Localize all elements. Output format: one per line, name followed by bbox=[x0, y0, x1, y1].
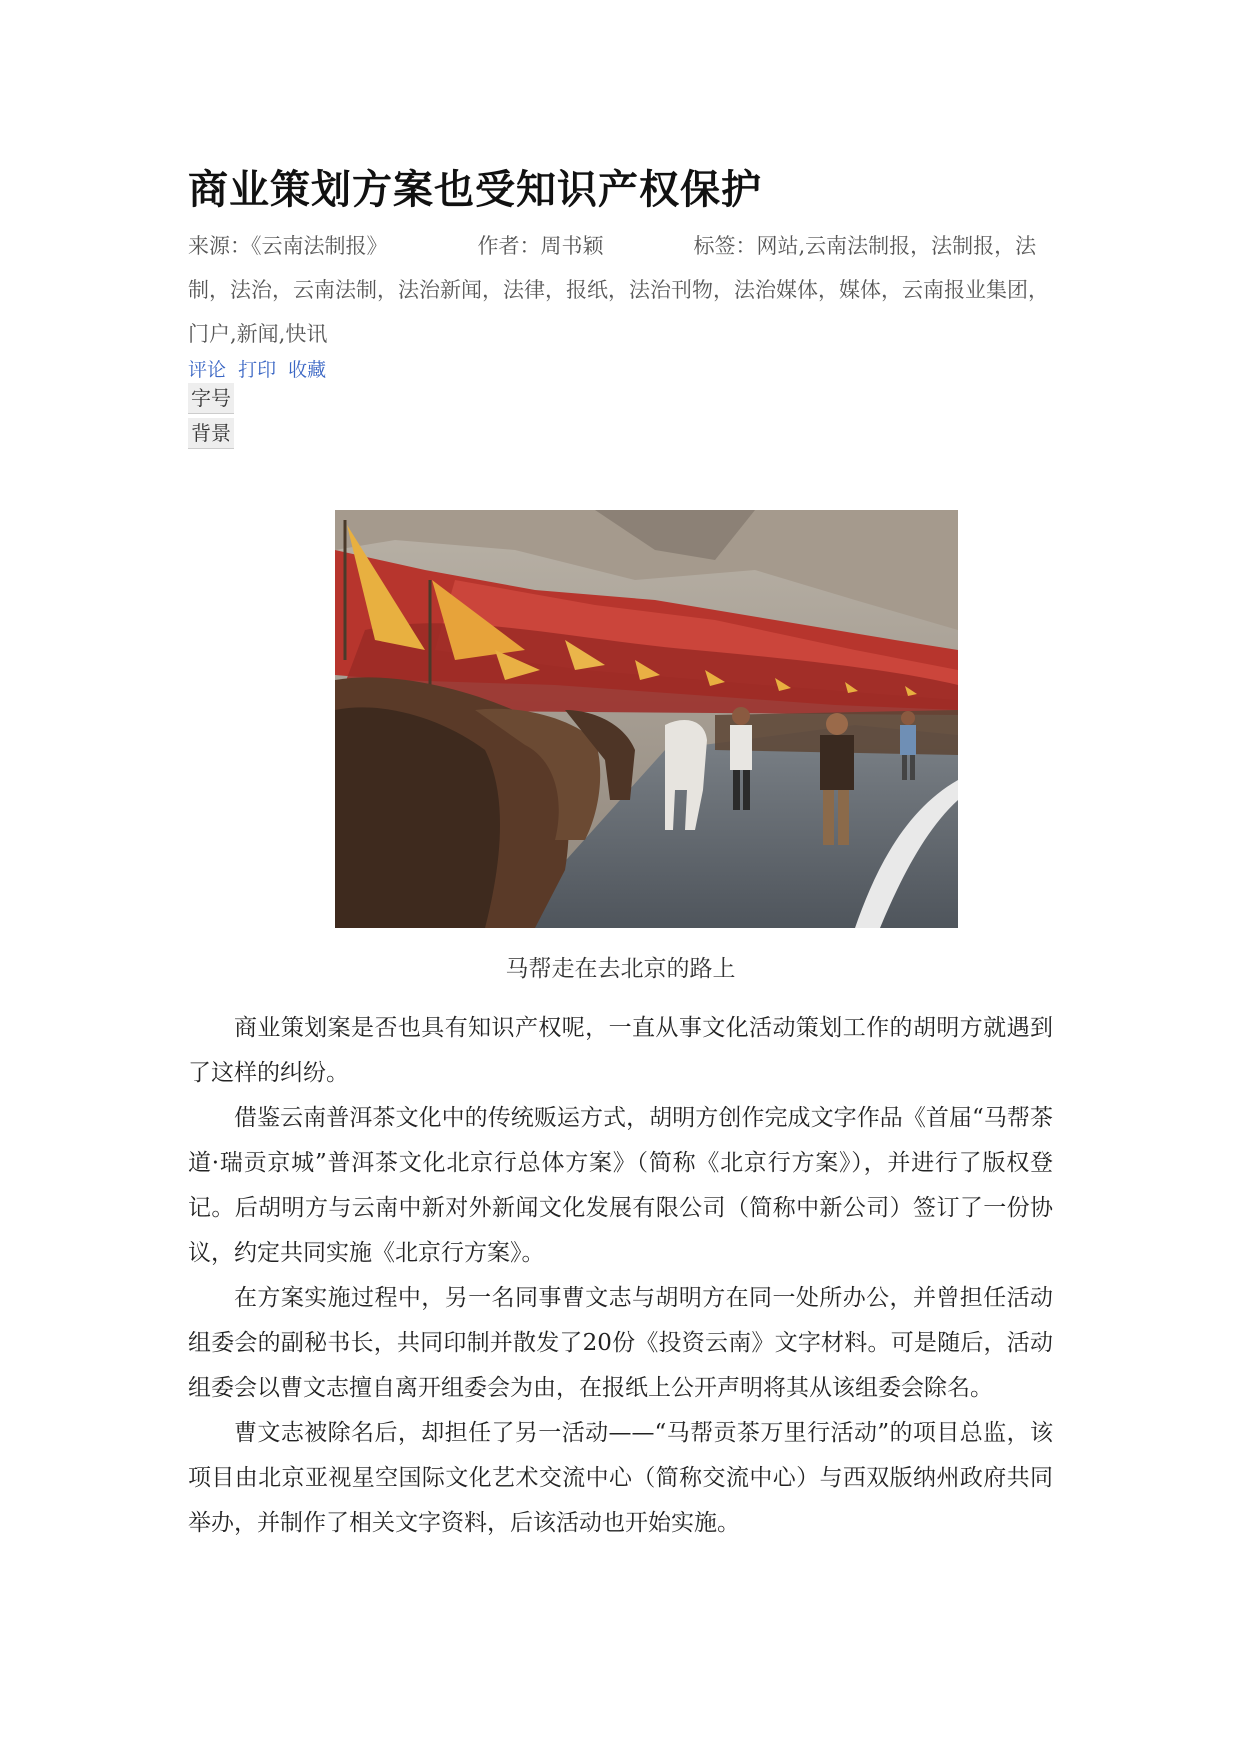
paragraph: 曹文志被除名后，却担任了另一活动——“马帮贡茶万里行活动”的项目总监，该项目由北京亚视星空国际文化艺术交流中心（简称交流中心）与西双版纳州政府共同举办，并制作了相关文字资料，后该活动也开始实施。 bbox=[188, 1420, 1053, 1536]
font-size-button[interactable]: 字号 bbox=[188, 383, 234, 414]
article-title: 商业策划方案也受知识产权保护 bbox=[188, 166, 762, 213]
paragraph: 借鉴云南普洱茶文化中的传统贩运方式，胡明方创作完成文字作品《首届“马帮茶道·瑞贡京城”普洱茶文化北京行总体方案》（简称《北京行方案》），并进行了版权登记。后胡明方与云南中新对外新闻文化发展有限公司（简称中新公司）签订了一份协议，约定共同实施《北京行方案》。 bbox=[188, 1105, 1053, 1266]
article-photo bbox=[335, 510, 958, 928]
photo-caption: 马帮走在去北京的路上 bbox=[505, 956, 736, 982]
paragraph: 商业策划案是否也具有知识产权呢，一直从事文化活动策划工作的胡明方就遇到了这样的纠纷。 bbox=[188, 1015, 1053, 1086]
comment-link[interactable]: 评论 bbox=[188, 359, 227, 381]
article-body bbox=[188, 1006, 1053, 1546]
article-meta bbox=[188, 224, 1053, 356]
article-author: 作者：周书颖 bbox=[477, 234, 604, 258]
paragraph: 在方案实施过程中，另一名同事曹文志与胡明方在同一处所办公，并曾担任活动组委会的副秘书长，共同印制并散发了20份《投资云南》文字材料。可是随后，活动组委会以曹文志擅自离开组委会为由，在报纸上公开声明将其从该组委会除名。 bbox=[188, 1285, 1053, 1401]
background-button[interactable]: 背景 bbox=[188, 418, 234, 449]
print-link[interactable]: 打印 bbox=[238, 359, 277, 381]
favorite-link[interactable]: 收藏 bbox=[288, 359, 327, 381]
article-tags: 标签：网站,云南法制报，法制报，法制，法治，云南法制，法治新闻，法律，报纸，法治刊物，法治媒体，媒体，云南报业集团，门户,新闻,快讯 bbox=[188, 234, 1049, 346]
caravan-photo-illustration bbox=[335, 510, 958, 928]
article-actions bbox=[188, 355, 332, 382]
article-source: 来源：《云南法制报》 bbox=[188, 234, 388, 258]
